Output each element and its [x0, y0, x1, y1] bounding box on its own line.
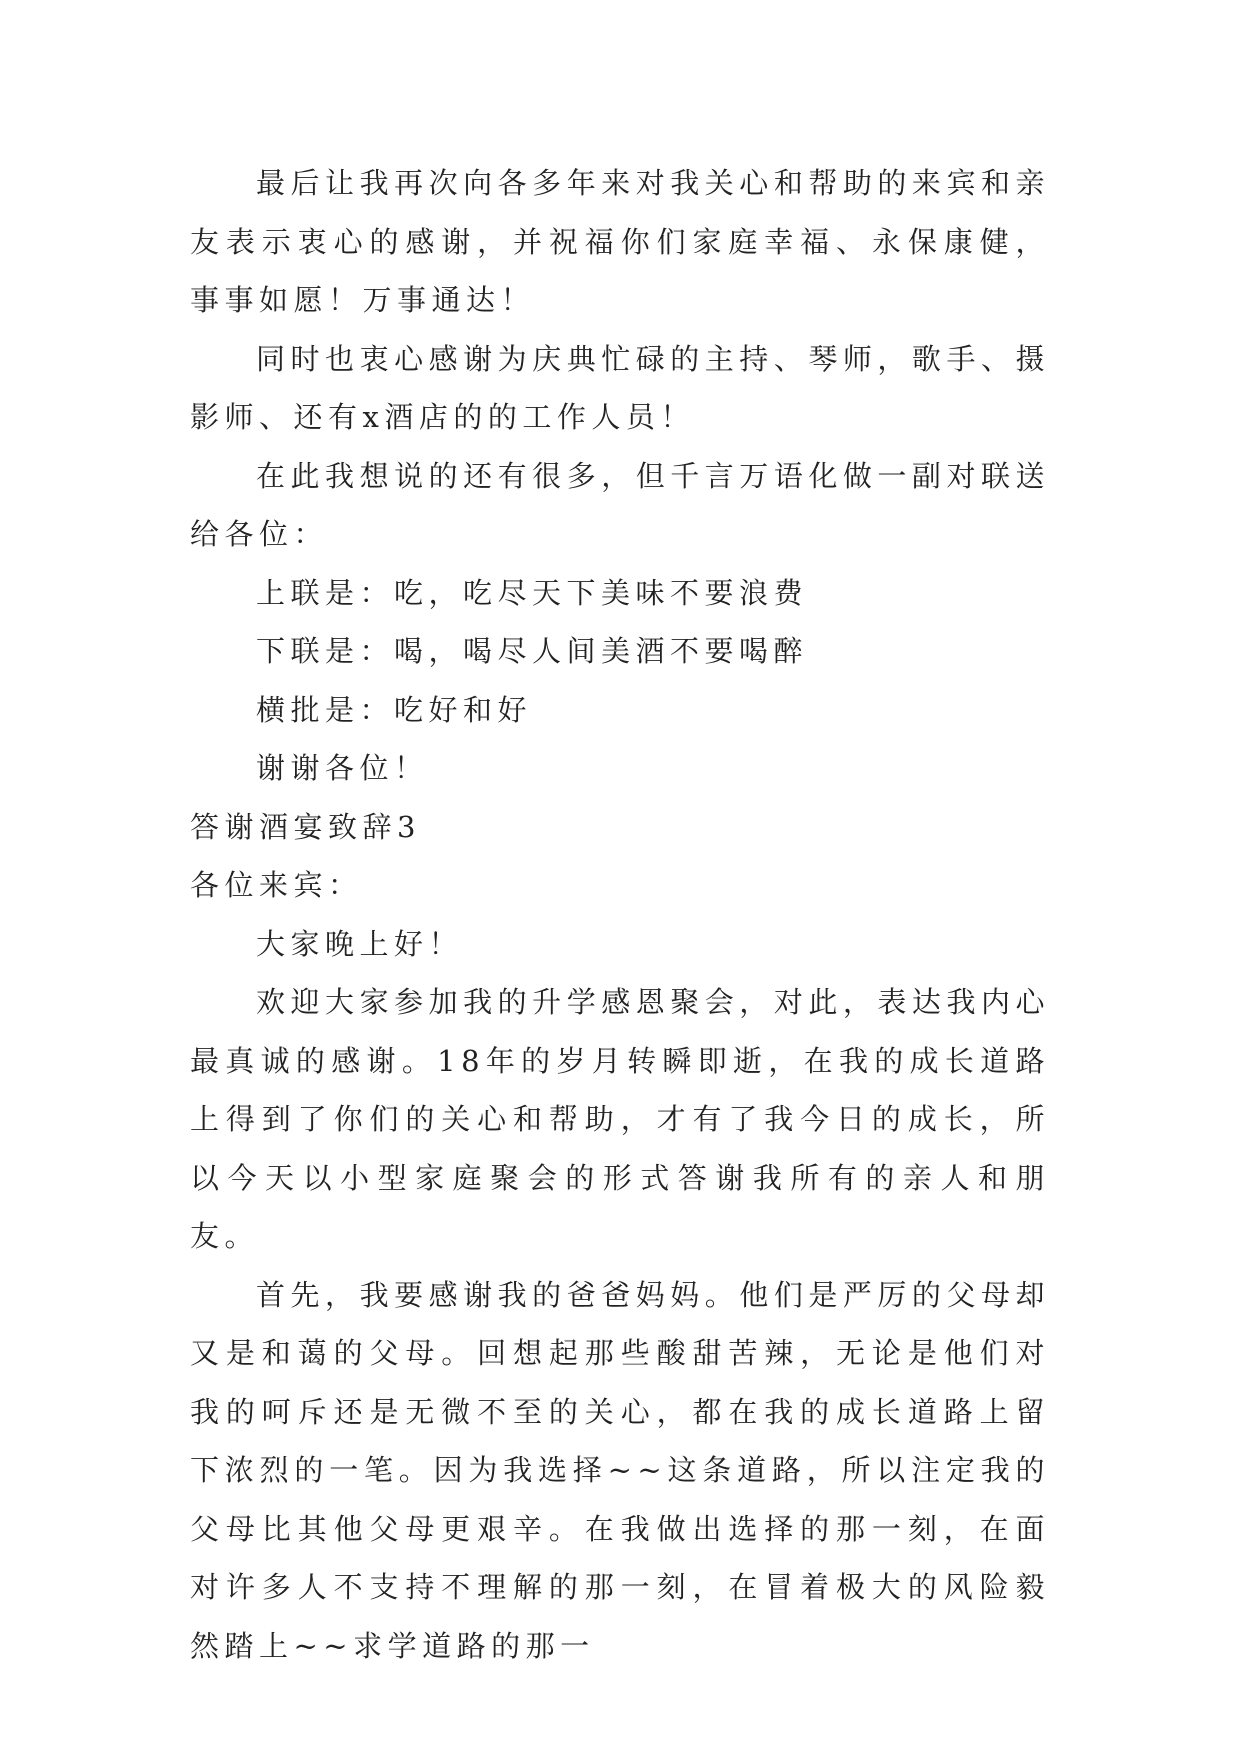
paragraph-couplet-intro: 在此我想说的还有很多，但千言万语化做一副对联送给各位：	[190, 458, 1050, 551]
couplet-horizontal-scroll: 横批是：吃好和好	[256, 692, 533, 727]
paragraph-closing-thanks: 最后让我再次向各多年来对我关心和帮助的来宾和亲友表示衷心的感谢，并祝福你们家庭幸福、永保康健，事事如愿！万事通达！	[190, 166, 1050, 317]
couplet-second-line: 下联是：喝，喝尽人间美酒不要喝醉	[256, 634, 809, 668]
paragraph-thanks-all: 谢谢各位！	[256, 751, 429, 785]
couplet-first-line: 上联是：吃，吃尽天下美味不要浪费	[256, 575, 809, 610]
document-body	[190, 154, 1050, 1675]
paragraph-parents: 首先，我要感谢我的爸爸妈妈。他们是严厉的父母却又是和蔼的父母。回想起那些酸甜苦辣，无论是他们对我的呵斥还是无微不至的关心，都在我的成长道路上留下浓烈的一笔。因为我选择~~这条道路，所以注定我的父母比其他父母更艰辛。在我做出选择的那一刻，在面对许多人不支持不理解的那一刻，在冒着极大的风险毅然踏上~~求学道路的那一	[190, 1277, 1050, 1663]
salutation: 各位来宾：	[190, 868, 363, 902]
section-title: 答谢酒宴致辞3	[190, 809, 421, 844]
paragraph-staff-thanks: 同时也衷心感谢为庆典忙碌的主持、琴师，歌手、摄影师、还有x酒店的的工作人员！	[190, 341, 1050, 434]
paragraph-greeting: 大家晚上好！	[256, 926, 464, 961]
paragraph-welcome: 欢迎大家参加我的升学感恩聚会，对此，表达我内心最真诚的感谢。18年的岁月转瞬即逝，在我的成长道路上得到了你们的关心和帮助，才有了我今日的成长，所以今天以小型家庭聚会的形式答谢我所有的亲人和朋友。	[190, 985, 1050, 1253]
